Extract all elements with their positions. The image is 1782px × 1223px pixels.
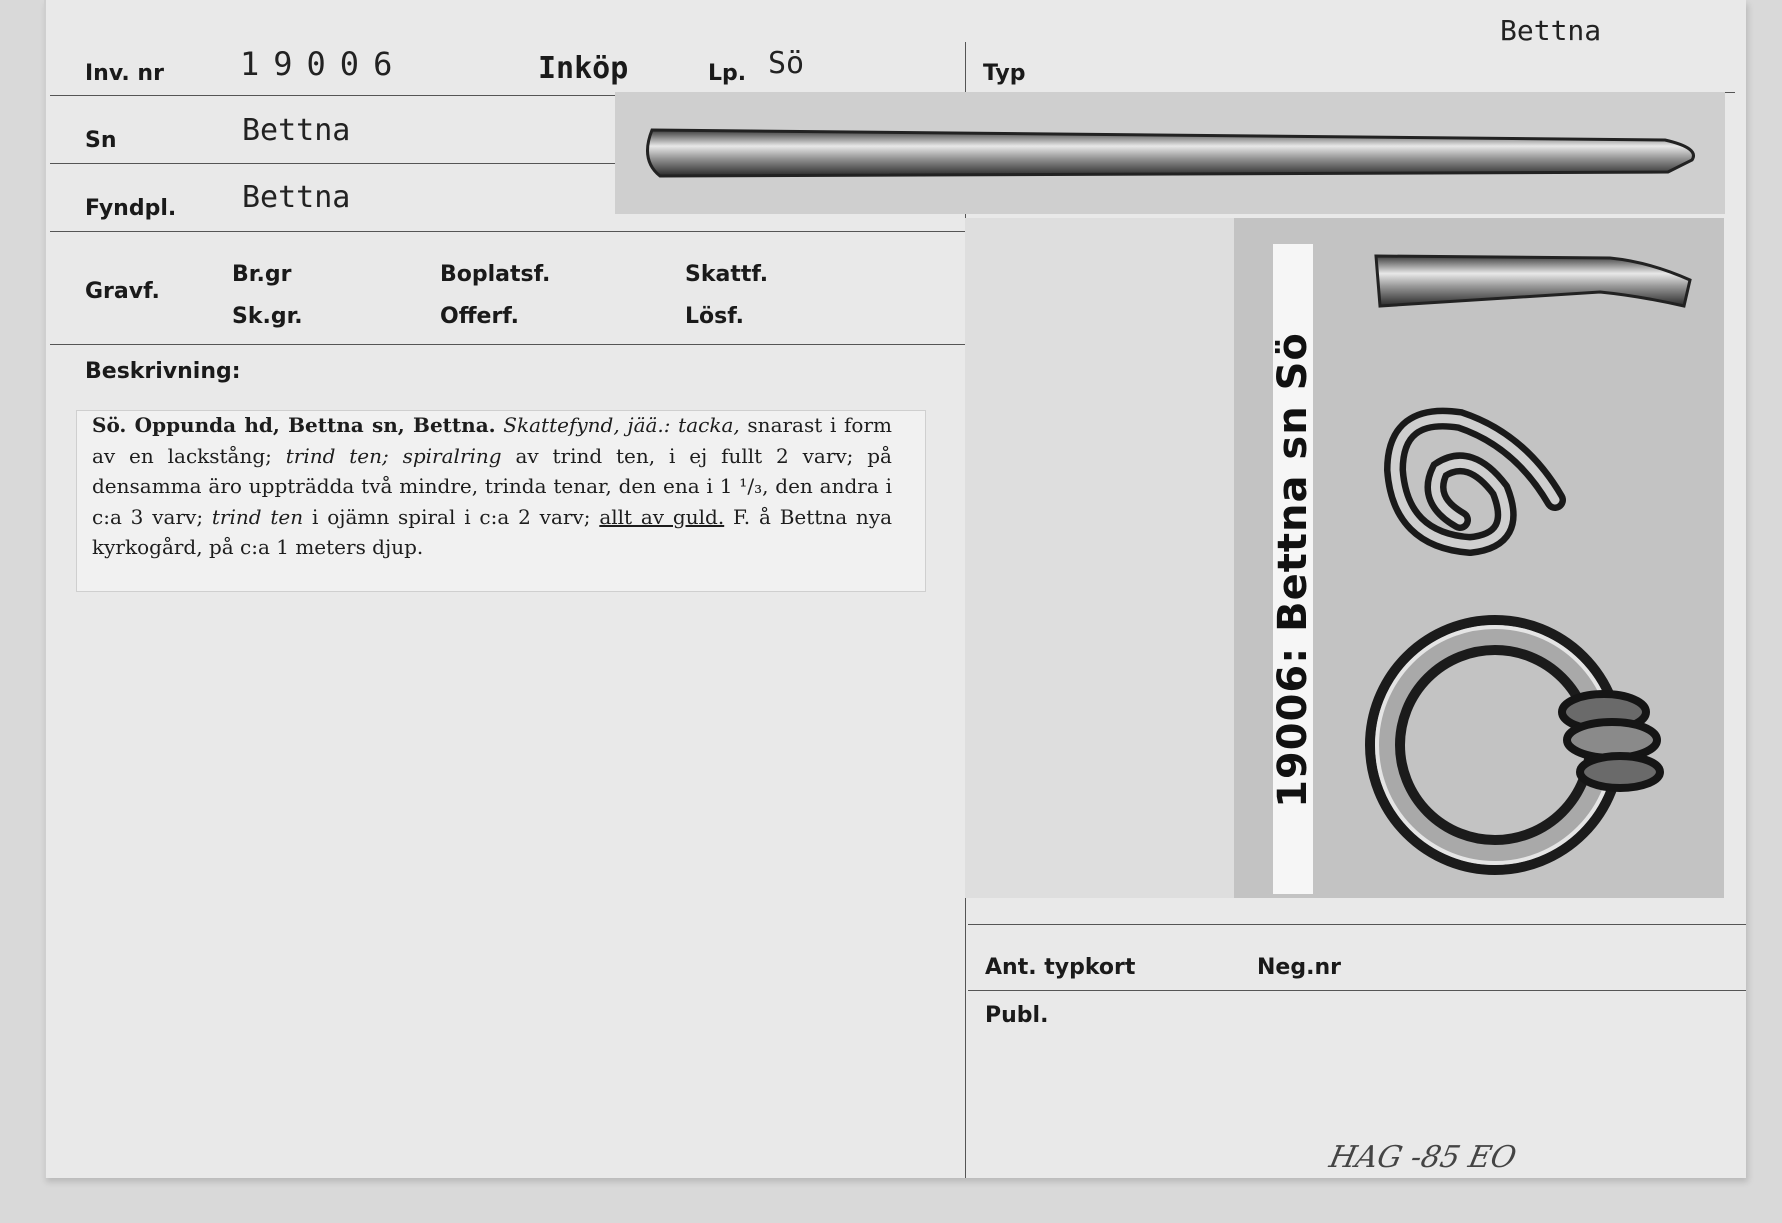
description-part-4: av trind ten, i ej fullt 2 varv; på densamma äro uppträdda två mindre, trinda tenar, den ena i 1 ¹/₃, den andra i c:a 3 varv; <box>92 443 892 529</box>
description-part-6: i ojämn spiral i c:a 2 varv; <box>311 504 591 529</box>
lp-value: Sö <box>768 46 805 81</box>
description-part-8: F. å Bettna nya kyrkogård, på c:a 1 meters djup. <box>92 504 893 559</box>
ant-typkort-label: Ant. typkort <box>985 955 1136 980</box>
inv-nr-label: Inv. nr <box>85 61 164 86</box>
spiral-small <box>1395 419 1555 545</box>
sn-label: Sn <box>85 128 117 153</box>
photo-label: 19006: Bettna sn Sö <box>1270 332 1316 808</box>
description-italic-3: trind ten; spiralring <box>285 443 502 468</box>
brgr-label: Br.gr <box>232 262 292 287</box>
typ-label: Typ <box>983 61 1026 86</box>
skattf-label: Skattf. <box>685 262 769 287</box>
description-italic-1: Skattefynd, jää.: tacka, <box>503 413 740 437</box>
gravf-label: Gravf. <box>85 279 160 304</box>
description-part-2: snarast i form av en lackstång; <box>92 413 892 468</box>
losf-label: Lösf. <box>685 304 744 329</box>
skgr-label: Sk.gr. <box>232 304 303 329</box>
beskrivning-label: Beskrivning: <box>85 359 241 384</box>
spiral-ring-large <box>1377 627 1660 863</box>
sn-value: Bettna <box>242 113 351 148</box>
description-italic-5: trind ten <box>211 504 304 529</box>
description-underlined: allt av guld. <box>599 504 725 529</box>
acquisition-value: Inköp <box>538 51 629 86</box>
publ-label: Publ. <box>985 1003 1049 1028</box>
ingot-bar <box>648 130 1694 176</box>
inv-nr-value: 19006 <box>240 45 407 83</box>
rod-straight <box>1376 256 1690 306</box>
lp-label: Lp. <box>708 61 747 86</box>
offerf-label: Offerf. <box>440 304 520 329</box>
handwritten-signature: HAG -85 EO <box>1326 1140 1520 1175</box>
description-intro: Sö. Oppunda hd, Bettna sn, Bettna. <box>92 413 496 437</box>
boplatsf-label: Boplatsf. <box>440 262 551 287</box>
typ-value: Bettna <box>1500 14 1602 47</box>
negnr-label: Neg.nr <box>1257 955 1341 980</box>
fyndpl-value: Bettna <box>242 180 351 215</box>
fyndpl-label: Fyndpl. <box>85 196 177 221</box>
